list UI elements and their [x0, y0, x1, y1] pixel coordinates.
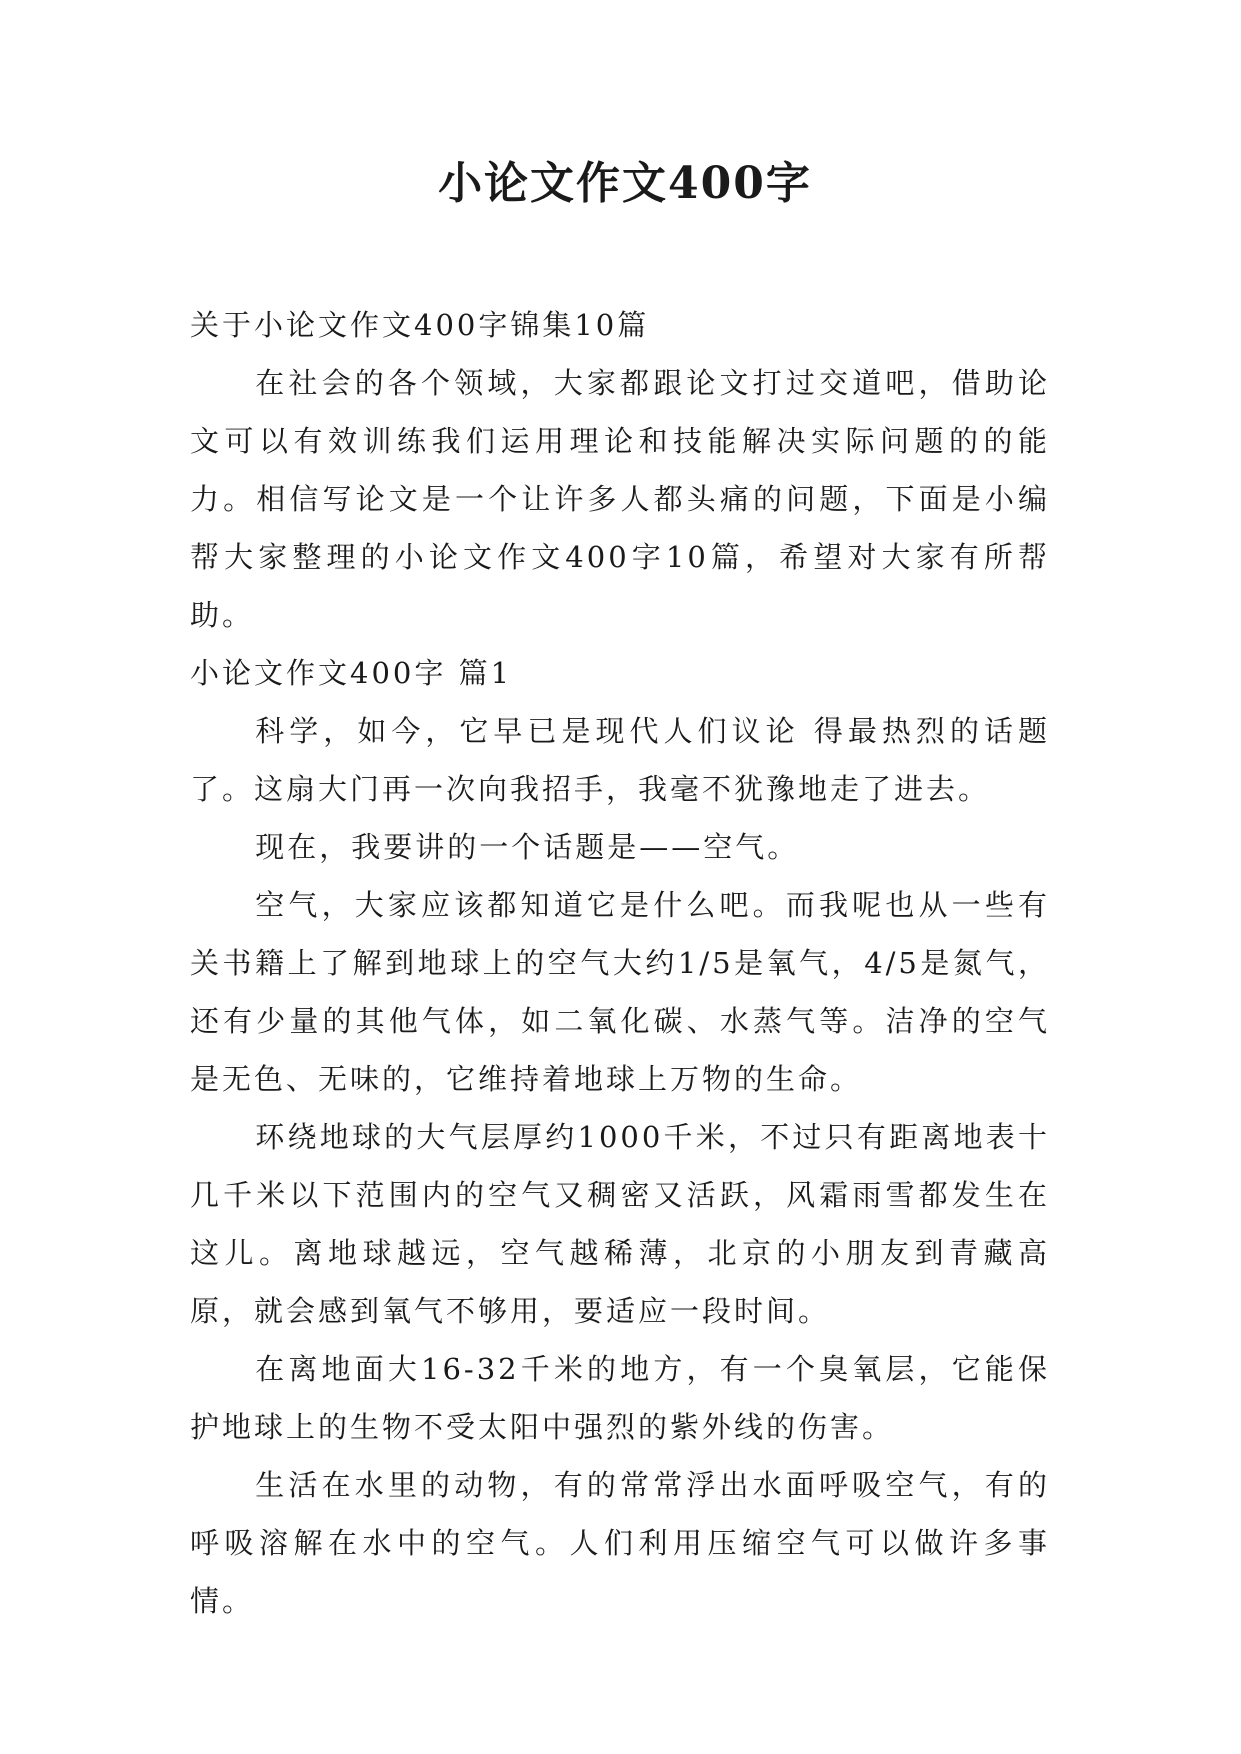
body-paragraph: 现在，我要讲的一个话题是——空气。 [255, 830, 800, 864]
body-paragraph: 在离地面大16-32千米的地方，有一个臭氧层，它能保护地球上的生物不受太阳中强烈的紫外线的伤害。 [190, 1352, 1050, 1444]
body-paragraph: 环绕地球的大气层厚约1000千米，不过只有距离地表十几千米以下范围内的空气又稠密又活跃，风霜雨雪都发生在这儿。离地球越远，空气越稀薄，北京的小朋友到青藏高原，就会感到氧气不够用，要适应一段时间。 [190, 1120, 1050, 1328]
body-paragraph: 科学，如今，它早已是现代人们议论 得最热烈的话题了。这扇大门再一次向我招手，我毫不犹豫地走了进去。 [190, 714, 1050, 806]
body-paragraph: 生活在水里的动物，有的常常浮出水面呼吸空气，有的呼吸溶解在水中的空气。人们利用压缩空气可以做许多事情。 [190, 1468, 1050, 1618]
body-paragraph: 空气，大家应该都知道它是什么吧。而我呢也从一些有关书籍上了解到地球上的空气大约1/5是氧气，4/5是氮气，还有少量的其他气体，如二氧化碳、水蒸气等。洁净的空气是无色、无味的，它维持着地球上万物的生命。 [190, 888, 1050, 1096]
document-page [190, 150, 1050, 1630]
document-title: 小论文作文400字 [438, 158, 812, 209]
intro-paragraph: 在社会的各个领域，大家都跟论文打过交道吧，借助论文可以有效训练我们运用理论和技能解决实际问题的的能力。相信写论文是一个让许多人都头痛的问题，下面是小编帮大家整理的小论文作文400字10篇，希望对大家有所帮助。 [190, 366, 1050, 632]
section-heading: 小论文作文400字 篇1 [190, 656, 513, 690]
document-subtitle: 关于小论文作文400字锦集10篇 [190, 308, 650, 342]
